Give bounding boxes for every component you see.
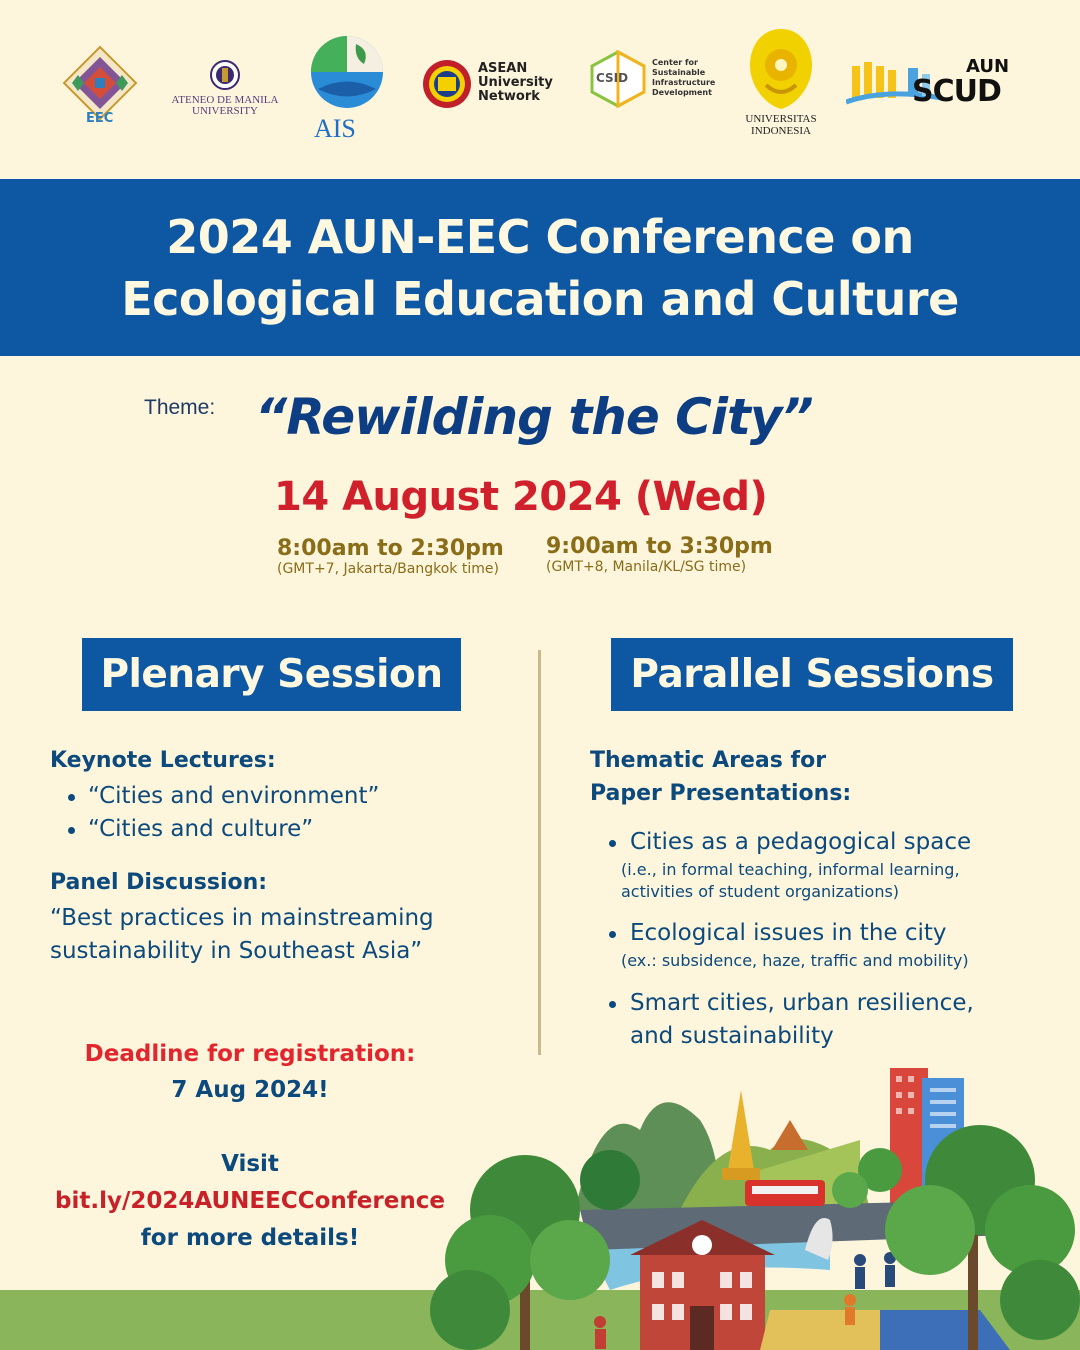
keynote-item: “Cities and environment” bbox=[88, 783, 380, 809]
column-divider bbox=[538, 650, 541, 1055]
panel-label: Panel Discussion: bbox=[50, 870, 268, 895]
city-illustration bbox=[0, 1060, 1080, 1350]
eec-logo-text: EEC bbox=[86, 111, 114, 126]
thematic-item-note: activities of student organizations) bbox=[621, 882, 900, 901]
deadline-label: Deadline for registration: bbox=[84, 1041, 416, 1067]
registration-link[interactable]: bit.ly/2024AUNEECConference bbox=[55, 1188, 445, 1214]
time-slot bbox=[546, 534, 773, 575]
thematic-item-title: Ecological issues in the city bbox=[630, 920, 947, 946]
makara-emblem-icon bbox=[746, 25, 816, 111]
ui-logo bbox=[738, 25, 824, 140]
plenary-session-heading: Plenary Session bbox=[82, 638, 461, 711]
parallel-sessions-heading: Parallel Sessions bbox=[611, 638, 1013, 711]
eec-logo bbox=[62, 45, 138, 130]
thematic-item-title: Cities as a pedagogical space bbox=[630, 829, 972, 855]
bullet-icon bbox=[609, 931, 616, 938]
keynote-label: Keynote Lectures: bbox=[50, 748, 276, 773]
title-banner bbox=[0, 179, 1080, 356]
csid-mark: CSID bbox=[596, 71, 629, 85]
ui-logo-line: INDONESIA bbox=[751, 125, 811, 137]
ais-logo bbox=[308, 34, 386, 142]
ais-globe-icon bbox=[308, 34, 386, 112]
deadline-date: 7 Aug 2024! bbox=[171, 1077, 329, 1103]
csid-logo-line: Development bbox=[652, 88, 712, 97]
ateneo-seal-icon bbox=[210, 59, 240, 91]
asean-logo-line: ASEAN bbox=[478, 61, 528, 76]
theme-label: Theme: bbox=[144, 396, 216, 419]
asean-logo-line: University bbox=[478, 75, 553, 90]
keynote-item: “Cities and culture” bbox=[88, 816, 314, 842]
title-line: Ecological Education and Culture bbox=[121, 271, 959, 326]
panel-topic-line: sustainability in Southeast Asia” bbox=[50, 938, 423, 964]
bullet-icon bbox=[609, 1001, 616, 1008]
bullet-icon bbox=[68, 794, 75, 801]
asean-logo bbox=[422, 58, 557, 110]
time-range: 9:00am to 3:30pm bbox=[546, 534, 773, 559]
ais-logo-text: AIS bbox=[314, 114, 356, 143]
bullet-icon bbox=[68, 827, 75, 834]
time-slot bbox=[277, 536, 504, 577]
ateneo-logo bbox=[165, 58, 285, 118]
ui-logo-line: UNIVERSITAS bbox=[745, 113, 817, 125]
bullet-icon bbox=[609, 840, 616, 847]
ateneo-logo-text: ATENEO DE MANILA UNIVERSITY bbox=[171, 94, 279, 117]
panel-topic-line: “Best practices in mainstreaming bbox=[50, 905, 434, 931]
aun-scud-logo-line: AUN bbox=[966, 56, 1010, 77]
aun-scud-logo-line: SCUD bbox=[912, 74, 1001, 109]
theme-title: “Rewilding the City” bbox=[255, 388, 813, 446]
thematic-item-title: and sustainability bbox=[630, 1023, 834, 1049]
visit-label: Visit bbox=[221, 1151, 279, 1177]
csid-logo bbox=[590, 50, 715, 110]
time-zone: (GMT+8, Manila/KL/SG time) bbox=[546, 559, 747, 575]
event-date: 14 August 2024 (Wed) bbox=[274, 474, 768, 520]
csid-logo-line: Infrastructure bbox=[652, 78, 716, 87]
thematic-item-note: (i.e., in formal teaching, informal learning, bbox=[621, 860, 960, 879]
thematic-item-title: Smart cities, urban resilience, bbox=[630, 990, 974, 1016]
asean-emblem-icon bbox=[422, 59, 472, 109]
thematic-item-note: (ex.: subsidence, haze, traffic and mobility) bbox=[621, 951, 969, 970]
time-zone: (GMT+7, Jakarta/Bangkok time) bbox=[277, 561, 499, 577]
csid-logo-line: Center for bbox=[652, 58, 698, 67]
title-line: 2024 AUN-EEC Conference on bbox=[166, 209, 914, 264]
visit-details: for more details! bbox=[140, 1225, 360, 1251]
time-range: 8:00am to 2:30pm bbox=[277, 536, 504, 561]
thematic-areas-label: Paper Presentations: bbox=[590, 781, 852, 806]
aun-scud-logo bbox=[846, 56, 1018, 112]
thematic-areas-label: Thematic Areas for bbox=[590, 748, 827, 773]
csid-logo-line: Sustainable bbox=[652, 68, 706, 77]
asean-logo-line: Network bbox=[478, 89, 540, 104]
